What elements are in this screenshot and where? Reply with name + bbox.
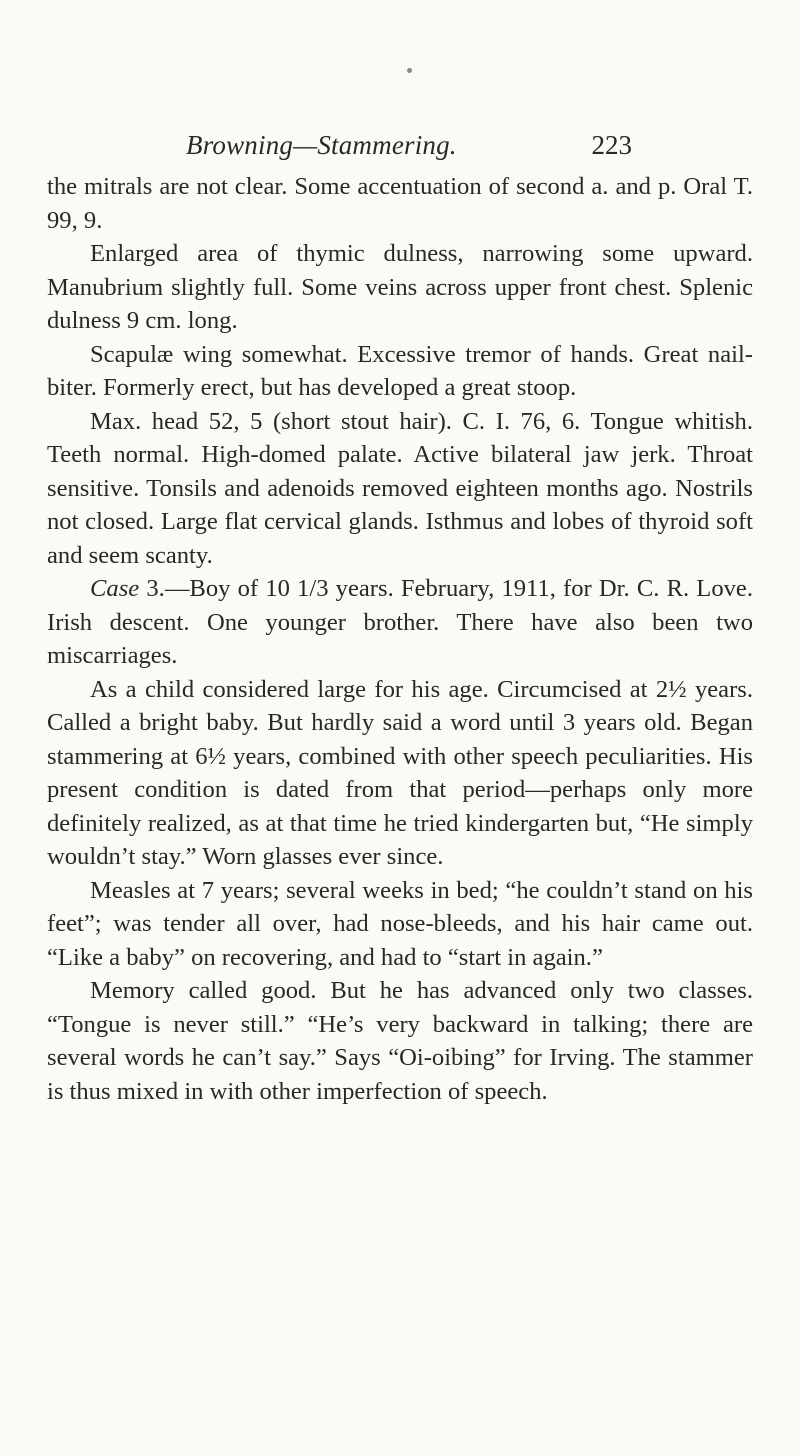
print-speck: [407, 68, 412, 73]
running-title: Browning—Stammering.: [186, 130, 457, 160]
paragraph-text: Memory called good. But he has advanced only two classes. “Tongue is never still.” “He’s very backward in talking; there are several words he can’t say.” Says “Oi-oibing” for Irving. The stammer is thus mixed in with other imperfection of speech.: [47, 977, 753, 1105]
paragraph-text: Max. head 52, 5 (short stout hair). C. I. 76, 6. Tongue whitish. Teeth normal. High-domed palate. Active bilateral jaw jerk. Throat sensitive. Tonsils and adenoids removed eighteen months ago. Nostrils not closed. Large flat cervical glands. Isthmus and lobes of thyroid soft and seem scanty.: [47, 407, 753, 569]
paragraph-text: Enlarged area of thymic dulness, narrowing some upward. Manubrium slightly full. Some veins across upper front chest. Splenic dulness 9 cm. long.: [47, 240, 753, 334]
paragraph-head: [47, 405, 753, 573]
body-text: [47, 170, 753, 1108]
paragraph-childhood: [47, 673, 753, 874]
case-label: Case: [90, 575, 140, 602]
page-header: [186, 127, 632, 163]
paragraph-text: the mitrals are not clear. Some accentuation of second a. and p. Oral T. 99, 9.: [47, 173, 753, 234]
paragraph-case-3: [47, 572, 753, 673]
paragraph-text: Measles at 7 years; several weeks in bed; “he couldn’t stand on his feet”; was tender all over, had nose-bleeds, and his hair came out. “Like a baby” on recovering, and had to “start in again.”: [47, 876, 753, 971]
paragraph-thymic: [47, 237, 753, 338]
paragraph-text: Scapulæ wing somewhat. Excessive tremor of hands. Great nail-biter. Formerly erect, but has developed a great stoop.: [47, 340, 753, 401]
paragraph-text: As a child considered large for his age. Circumcised at 2½ years. Called a bright baby. But hardly said a word until 3 years old. Began stammering at 6½ years, combined with other speech peculiarities. His present condition is dated from that period—perhaps only more definitely realized, as at that time he tried kindergarten but, “He simply wouldn’t stay.” Worn glasses ever since.: [47, 675, 753, 870]
paragraph-memory: [47, 974, 753, 1108]
paragraph-measles: [47, 874, 753, 975]
paragraph-continued: [47, 170, 753, 237]
paragraph-text: 3.—Boy of 10 1/3 years. February, 1911, for Dr. C. R. Love. Irish descent. One younger brother. There have also been two miscarriages.: [47, 575, 753, 669]
paragraph-scapulae: [47, 338, 753, 405]
page-number: 223: [591, 130, 632, 160]
